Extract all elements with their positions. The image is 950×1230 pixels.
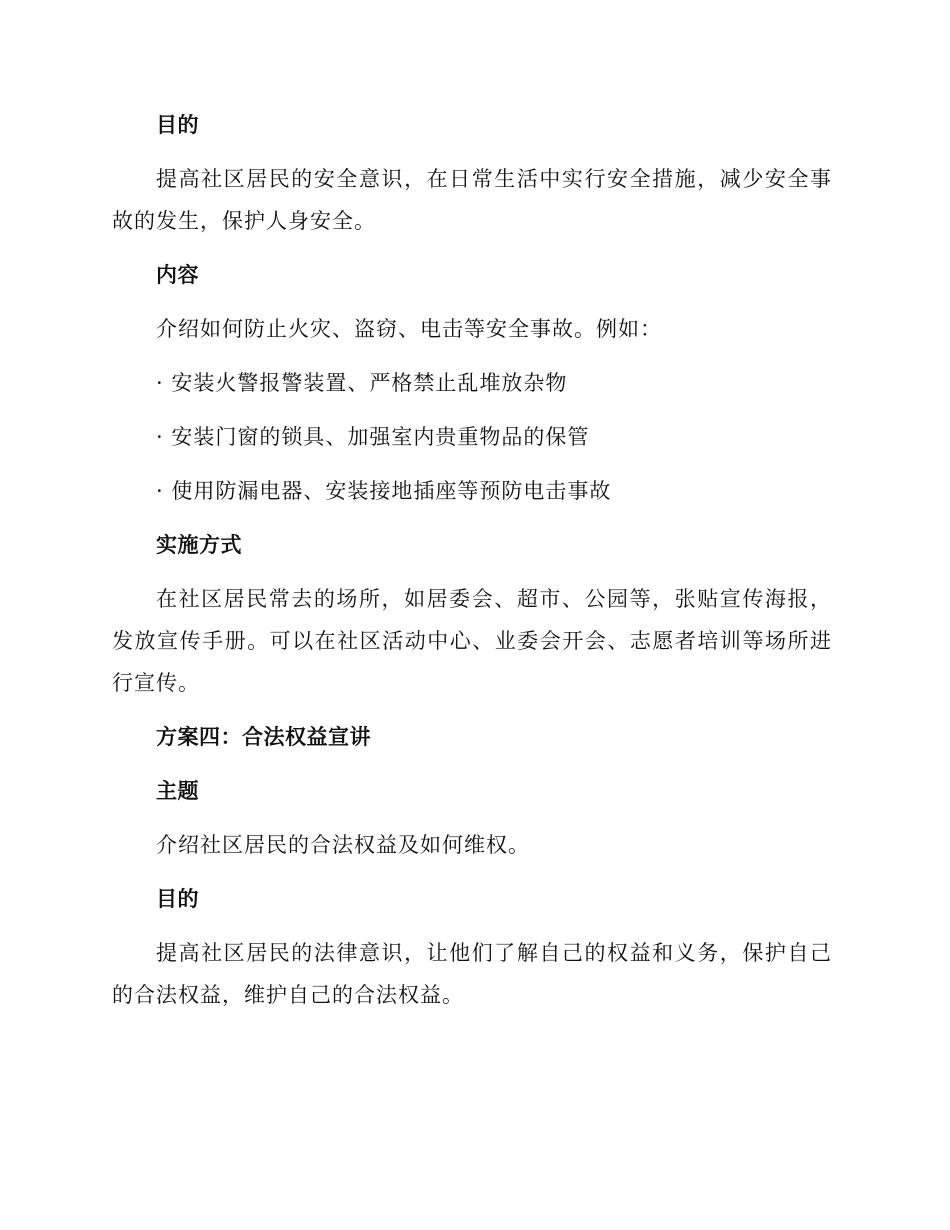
list-item: · 安装火警报警装置、严格禁止乱堆放杂物	[156, 371, 568, 395]
section-heading-topic: 主题	[156, 779, 199, 803]
plan-four-title: 方案四：合法权益宣讲	[156, 725, 371, 749]
paragraph-method: 在社区居民常去的场所，如居委会、超市、公园等，张贴宣传海报，发放宣传手册。可以在社区活动中心、业委会开会、志愿者培训等场所进行宣传。	[112, 587, 832, 695]
list-item: · 使用防漏电器、安装接地插座等预防电击事故	[156, 479, 612, 503]
paragraph-content: 介绍如何防止火灾、盗窃、电击等安全事故。例如：	[156, 317, 662, 341]
section-heading-purpose-2: 目的	[156, 887, 199, 911]
paragraph-topic: 介绍社区居民的合法权益及如何维权。	[156, 833, 530, 857]
document-body	[112, 104, 832, 1028]
section-heading-method: 实施方式	[156, 533, 242, 557]
section-heading-purpose: 目的	[156, 113, 199, 137]
list-item: · 安装门窗的锁具、加强室内贵重物品的保管	[156, 425, 590, 449]
paragraph-purpose-2: 提高社区居民的法律意识，让他们了解自己的权益和义务，保护自己的合法权益，维护自己的合法权益。	[112, 941, 832, 1007]
section-heading-content: 内容	[156, 263, 199, 287]
paragraph-purpose: 提高社区居民的安全意识，在日常生活中实行安全措施，减少安全事故的发生，保护人身安全。	[112, 167, 832, 233]
